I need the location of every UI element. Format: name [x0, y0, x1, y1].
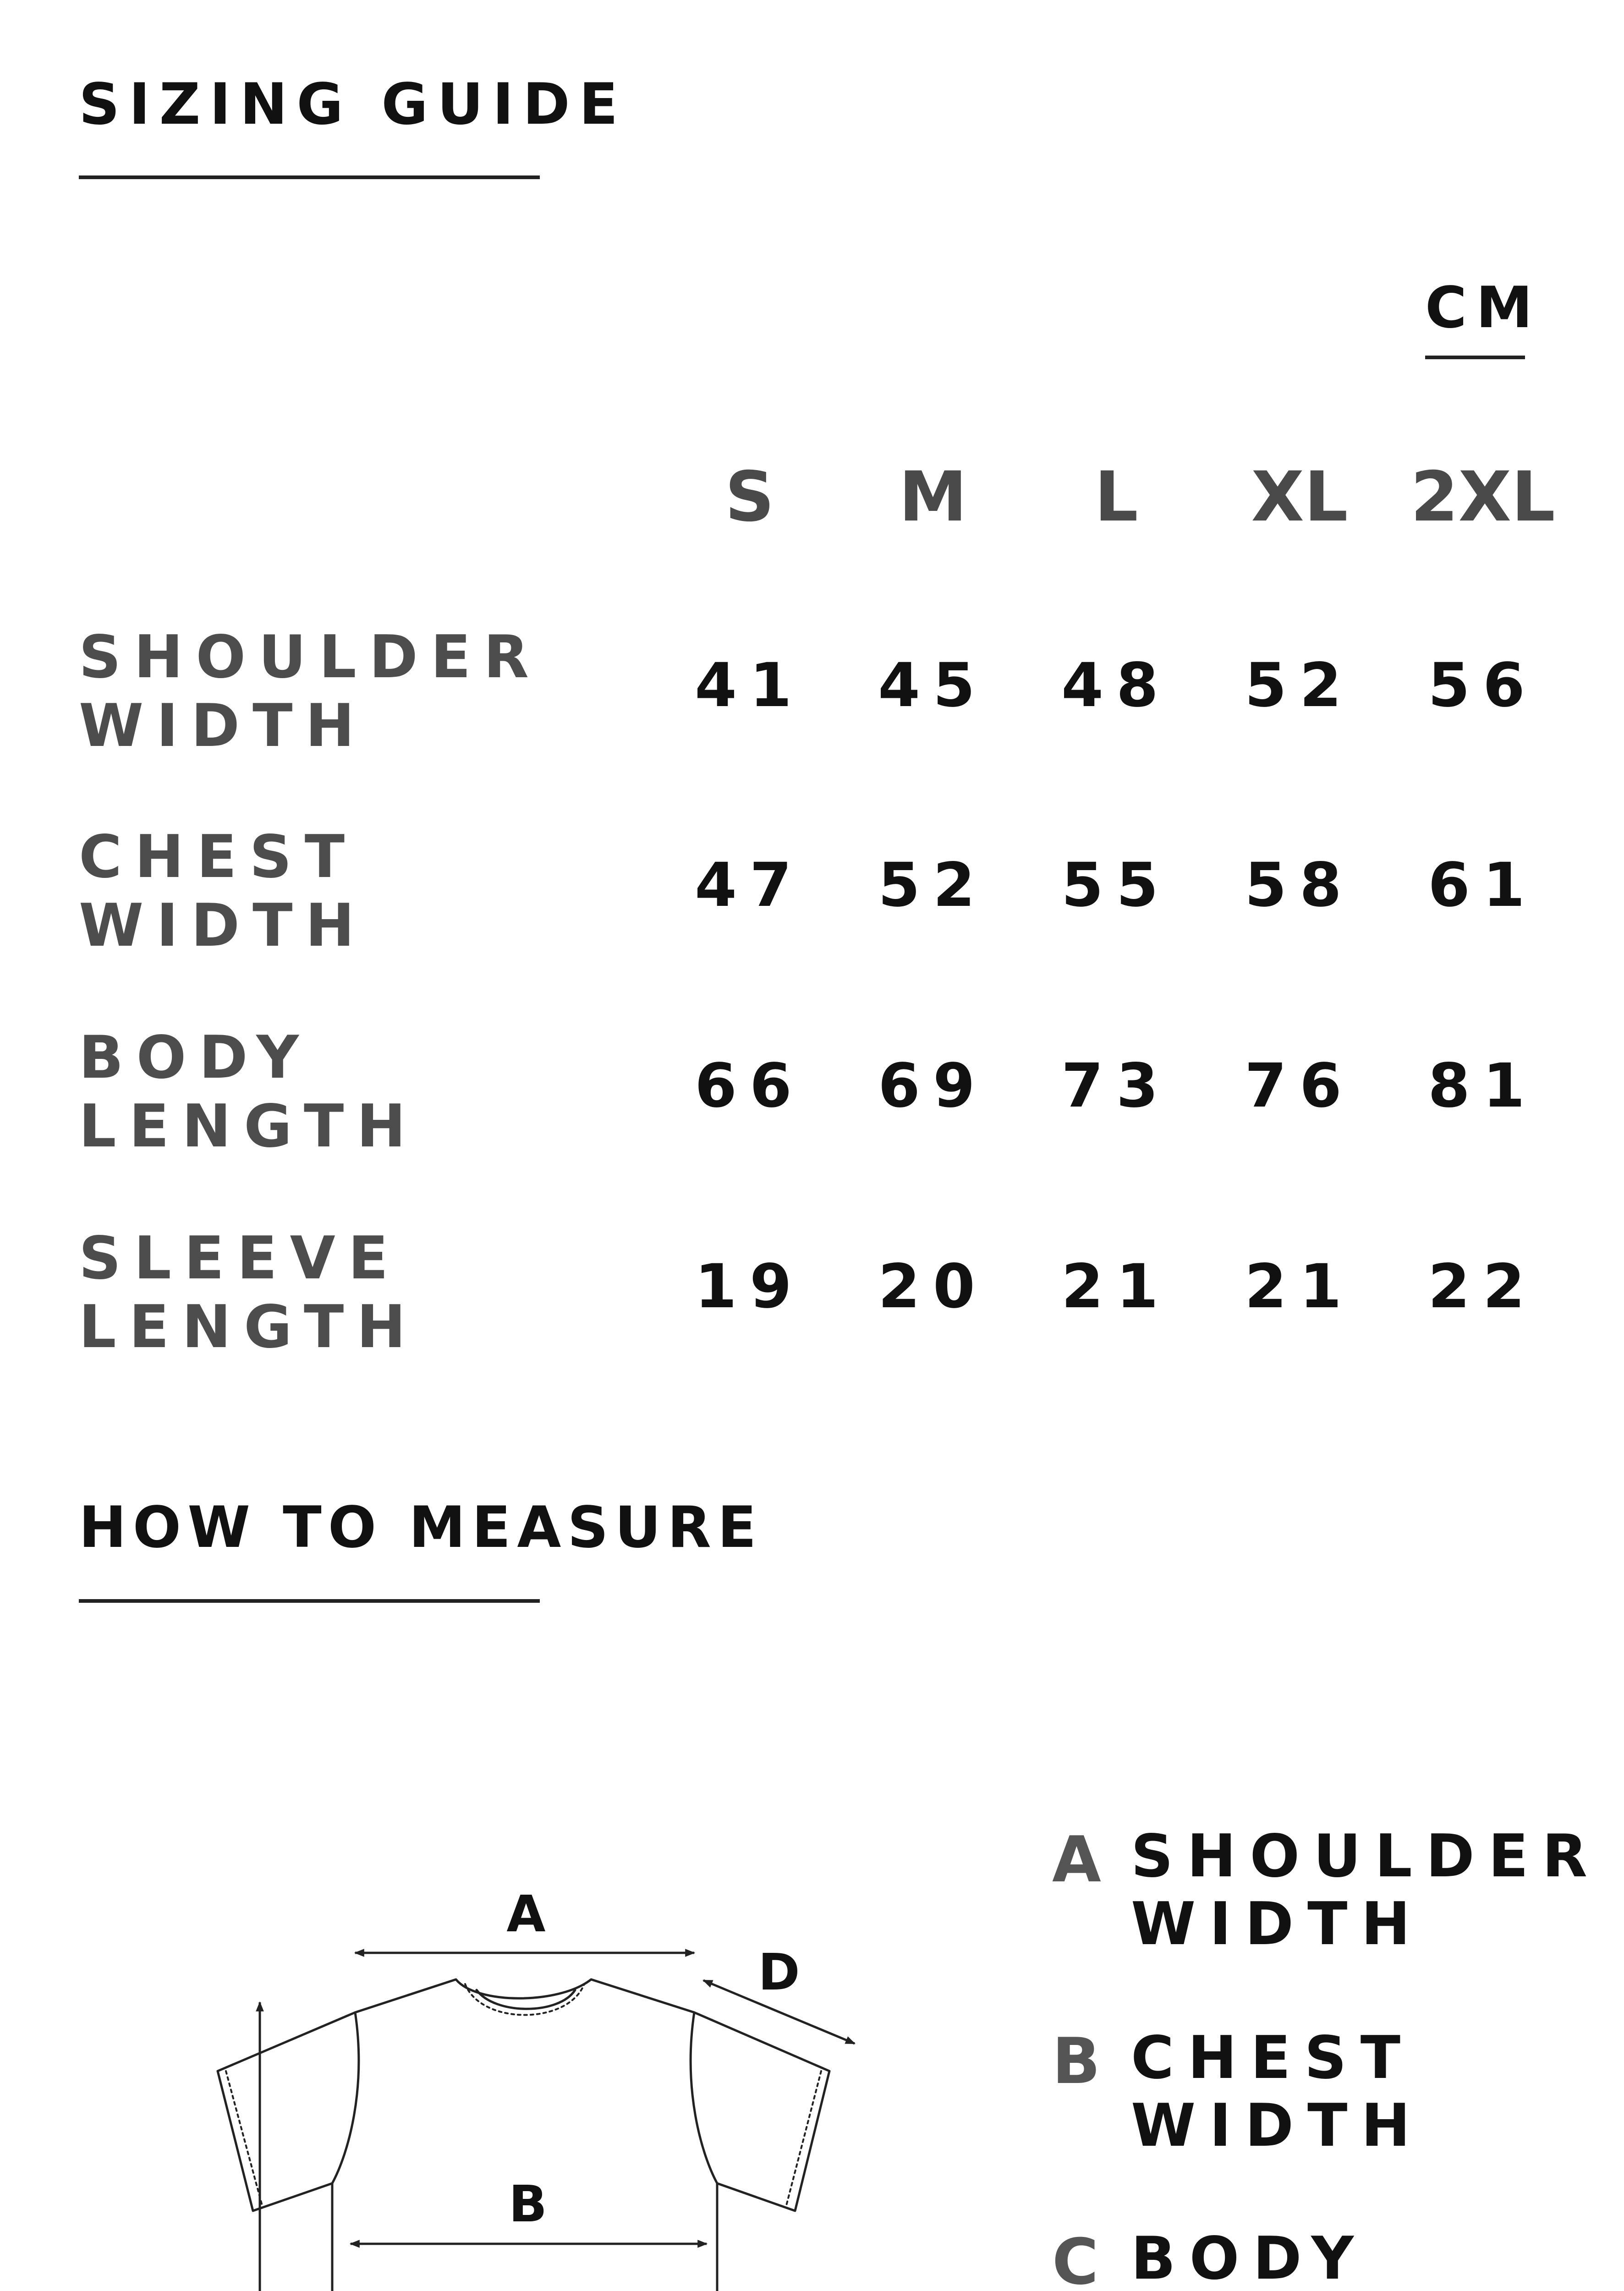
legend-letter: A — [1052, 1823, 1101, 1896]
table-cell: 41 — [695, 650, 805, 721]
tshirt-diagram — [0, 1810, 916, 2291]
legend-line1: SHOULDER — [1131, 1822, 1601, 1891]
size-header-xl: XL — [1251, 457, 1348, 537]
table-row — [79, 1024, 418, 1161]
table-cell: 20 — [878, 1251, 988, 1322]
page-title: SIZING GUIDE — [79, 71, 627, 137]
legend-line2: WIDTH — [1131, 2092, 1424, 2160]
row-label-line2: WIDTH — [79, 892, 368, 960]
row-label-line2: LENGTH — [79, 1293, 419, 1361]
table-row — [79, 823, 368, 960]
armhole-right — [691, 2012, 717, 2183]
table-cell: 73 — [1061, 1051, 1171, 1121]
table-cell: 52 — [1245, 650, 1355, 721]
diagram-label-d: D — [758, 1943, 800, 2001]
table-row — [79, 1224, 418, 1362]
table-cell: 47 — [695, 850, 805, 921]
table-cell: 48 — [1061, 650, 1171, 721]
how-to-measure-title: HOW TO MEASURE — [79, 1495, 763, 1561]
table-cell: 22 — [1428, 1251, 1538, 1322]
row-label-line1: BODY — [79, 1024, 312, 1092]
row-label-line1: CHEST — [79, 823, 357, 891]
table-cell: 21 — [1245, 1251, 1355, 1322]
diagram-label-b: B — [509, 2175, 547, 2233]
table-cell: 55 — [1061, 850, 1171, 921]
table-cell: 19 — [695, 1251, 805, 1322]
how-to-measure-underline — [79, 1599, 540, 1603]
legend-line1: CHEST — [1131, 2024, 1414, 2092]
legend-line1: BODY — [1131, 2225, 1367, 2291]
table-cell: 69 — [878, 1051, 988, 1121]
sleeve-hem-right — [786, 2071, 821, 2207]
sleeve-hem-left — [226, 2071, 263, 2207]
row-label-line1: SLEEVE — [79, 1224, 401, 1293]
row-label-line2: WIDTH — [79, 692, 368, 760]
row-label-line2: LENGTH — [79, 1092, 419, 1161]
legend-item — [1131, 1823, 1601, 1958]
diagram-label-a: A — [506, 1885, 546, 1943]
unit-label: CM — [1425, 275, 1542, 341]
table-cell: 61 — [1428, 850, 1538, 921]
size-header-2xl: 2XL — [1410, 457, 1555, 537]
table-cell: 52 — [878, 850, 988, 921]
table-cell: 21 — [1061, 1251, 1171, 1322]
table-cell: 45 — [878, 650, 988, 721]
legend-item — [1131, 2024, 1424, 2160]
table-cell: 56 — [1428, 650, 1538, 721]
armhole-left — [332, 2012, 359, 2183]
legend-item — [1131, 2225, 1476, 2291]
row-label-line1: SHOULDER — [79, 623, 542, 691]
table-row — [79, 623, 542, 761]
legend-letter: C — [1052, 2225, 1099, 2291]
size-header-m: M — [899, 457, 967, 537]
table-cell: 81 — [1428, 1051, 1538, 1121]
legend-line2: WIDTH — [1131, 1890, 1424, 1958]
legend-letter: B — [1052, 2024, 1101, 2098]
size-header-l: L — [1094, 457, 1138, 537]
table-cell: 58 — [1245, 850, 1355, 921]
size-header-s: S — [724, 457, 775, 537]
unit-underline — [1425, 356, 1525, 359]
title-underline — [79, 175, 540, 179]
table-cell: 76 — [1245, 1051, 1355, 1121]
table-cell: 66 — [695, 1051, 805, 1121]
